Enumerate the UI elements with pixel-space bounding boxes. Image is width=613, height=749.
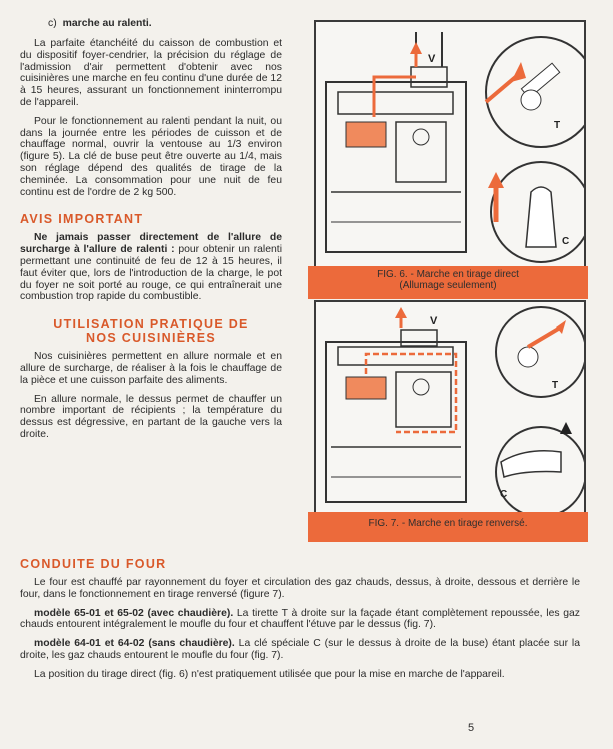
heading-avis-important: AVIS IMPORTANT [20,212,144,227]
fig7-label-v: V [430,315,438,327]
model-64-label: modèle 64-01 et 64-02 (sans chaudière). [34,638,235,650]
paragraph-utilisation-2: En allure normale, le dessus permet de chauffer un nombre important de récipients ; la température du dessus est dégressive, en partant de la gauche vers la droite. [20,393,282,440]
heading-utilisation-1: UTILISATION PRATIQUE DE [53,317,249,332]
fig7-label-c: C [500,489,508,500]
figure-6-illustration [316,22,584,277]
paragraph-avis [20,232,282,303]
model-65-text: La tirette T à droite sur la façade étant complètement repoussée, les gaz chauds entourent intégralement le moufle du four et chauffent l'étuve par le dessus (fig. 7). [20,607,580,631]
model-64-text: La clé spéciale C (sur le dessus à droite de la buse) étant placée sur la droite, les gaz chauds entourent le moufle du four (fig. 7). [20,638,580,661]
fig6-caption-line2: (Allumage seulement) [399,280,497,291]
paragraph-four-last: La position du tirage direct (fig. 6) n'est pratiquement utilisée que pour la mise en marche de l'appareil. [34,668,505,680]
heading-conduite-du-four: CONDUITE DU FOUR [20,557,167,571]
paragraph-etancheite: La parfaite étanchéité du caisson de combustion et du dispositif foyer-cendrier, la précision du réglage de l'admission d'air permettent d'obtenir avec nos cuisinières une marche en feu continu d'une durée de 12 à 15 heures, assurant un fonctionnement ininterrompu de l'appareil. [20,38,282,108]
figure-7-caption: FIG. 7. - Marche en tirage renversé. [308,512,588,542]
paragraph-four-1: Le four est chauffé par rayonnement du foyer et circulation des gaz chauds, dessus, à droite, dessous et derrière le four, dans le fonctionnement en tirage renversé (figure 7). [20,577,580,600]
fig7-label-t: T [552,380,559,391]
section-c-heading [48,18,282,29]
avis-rest-text: pour obtenir un ralenti permettant une continuité de feu de 12 à 15 heures, il faut éviter que, lors de l'introduction de la charge, le pot du foyer ne soit porté au rouge, ce qui entraînerait une combustion trop rapide du combustible. [20,244,282,303]
fig6-caption-line1: FIG. 6. - Marche en tirage direct [377,269,519,280]
figure-7-illustration [316,302,584,524]
figure-7-diagram [314,300,586,526]
paragraph-four-model-64 [20,638,580,662]
paragraph-ralenti: Pour le fonctionnement au ralenti pendant la nuit, ou dans la journée entre les périodes de cuisson et de chauffage normal, ouvrir la ventouse au 1/3 environ (figure 5). La clé de buse peut être ouverte au 1/4, mais son réglage dépend des qualités de tirage de la cheminée. La consommation pour une nuit de feu continu est de l'ordre de 2 kg 500. [20,115,282,198]
heading-utilisation-2: NOS CUISINIÈRES [86,331,216,346]
four-section [20,557,580,688]
avis-bold-text: Ne jamais passer directement de l'allure de surcharge à l'allure de ralenti : [20,232,282,256]
left-column [20,18,282,448]
model-65-label: modèle 65-01 et 65-02 (avec chaudière). [34,607,234,619]
figure-6-diagram [314,20,586,279]
paragraph-utilisation-1: Nos cuisinières permettent en allure normale et en allure de surcharge, de réaliser à la fois le chauffage de la pièce et une cuisson parfaite des aliments. [20,351,282,386]
section-c-letter: c) [48,18,57,29]
fig6-label-c: C [562,236,570,247]
figure-6-caption [308,266,588,299]
paragraph-four-model-65 [20,608,580,632]
page-number: 5 [468,722,475,734]
fig6-label-v: V [428,53,436,65]
section-c-title: marche au ralenti. [62,18,152,29]
fig6-label-t: T [554,120,561,131]
